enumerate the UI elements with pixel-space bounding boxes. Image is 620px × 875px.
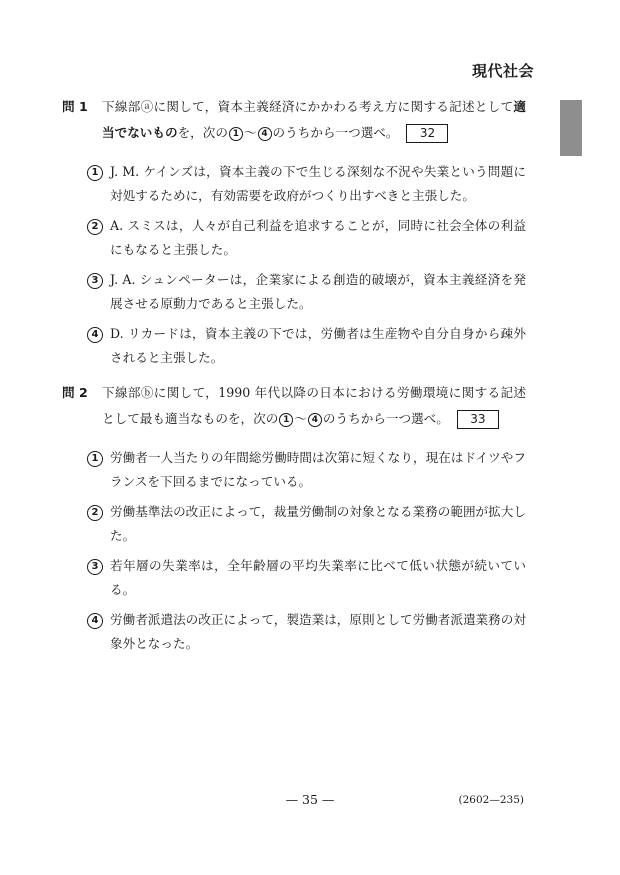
choice-text: J. M. ケインズは，資本主義の下で生じる深刻な不況や失業という問題に対処するために，有効需要を政府がつくり出すべきと主張した。 bbox=[110, 164, 526, 203]
subject-title: 現代社会 bbox=[471, 62, 534, 80]
stem-text: のうちから一つ選べ。 bbox=[272, 125, 399, 140]
section-index-tab bbox=[560, 100, 582, 156]
stem-text: のうちから一つ選べ。 bbox=[322, 411, 449, 426]
choice-item bbox=[86, 608, 526, 656]
question-number: 問 1 bbox=[62, 99, 88, 114]
choice-list bbox=[62, 160, 526, 370]
choice-number-icon: 3 bbox=[87, 273, 103, 289]
choice-text: D. リカードは，資本主義の下では，労働者は生産物や自分自身から疎外されると主張した。 bbox=[110, 326, 526, 365]
stem-text: 下線部ⓐに関して，資本主義経済にかかわる考え方に関する記述として bbox=[102, 99, 514, 114]
choice-number-icon: 1 bbox=[279, 413, 293, 427]
stem-text: を，次の bbox=[177, 125, 228, 140]
choice-item bbox=[86, 500, 526, 548]
choice-text: 労働者派遣法の改正によって，製造業は，原則として労働者派遣業務の対象外となった。 bbox=[110, 612, 526, 651]
choice-text: J. A. シュンペーターは，企業家による創造的破壊が，資本主義経済を発展させる原動力であると主張した。 bbox=[110, 272, 526, 311]
answer-box: 33 bbox=[457, 410, 499, 429]
choice-item bbox=[86, 214, 526, 262]
question-2 bbox=[62, 380, 526, 662]
page-number: — 35 — bbox=[285, 792, 335, 807]
choice-item bbox=[86, 268, 526, 316]
choice-item bbox=[86, 160, 526, 208]
choice-item bbox=[86, 554, 526, 602]
choice-number-icon: 1 bbox=[87, 451, 103, 467]
choice-item bbox=[86, 446, 526, 494]
choice-number-icon: 4 bbox=[258, 127, 272, 141]
question-number: 問 2 bbox=[62, 385, 88, 400]
range-separator: 〜 bbox=[243, 125, 257, 140]
choice-item bbox=[86, 322, 526, 370]
range-separator: 〜 bbox=[294, 411, 307, 426]
question-stem bbox=[102, 94, 526, 146]
answer-box: 32 bbox=[406, 124, 448, 143]
choice-number-icon: 4 bbox=[87, 327, 103, 343]
choice-text: 若年層の失業率は，全年齢層の平均失業率に比べて低い状態が続いている。 bbox=[110, 558, 526, 597]
choice-text: 労働者一人当たりの年間総労働時間は次第に短くなり，現在はドイツやフランスを下回るまでになっている。 bbox=[110, 450, 526, 489]
stem-text: 下線部ⓑに関して，1990 年代以降の日本における労働環境に関する記述として最も適当なものを，次の bbox=[102, 385, 526, 426]
stem-emphasis: 適当でないもの bbox=[102, 99, 526, 140]
choice-text: 労働基準法の改正によって，裁量労働制の対象となる業務の範囲が拡大した。 bbox=[110, 504, 526, 543]
choice-number-icon: 2 bbox=[87, 219, 103, 235]
choice-number-icon: 4 bbox=[308, 413, 322, 427]
question-stem bbox=[102, 380, 526, 432]
choice-number-icon: 1 bbox=[229, 127, 243, 141]
document-code: (2602—235) bbox=[458, 794, 524, 806]
choice-number-icon: 2 bbox=[87, 505, 103, 521]
choice-number-icon: 4 bbox=[87, 613, 103, 629]
choice-number-icon: 1 bbox=[87, 165, 103, 181]
choice-number-icon: 3 bbox=[87, 559, 103, 575]
choice-text: A. スミスは，人々が自己利益を追求することが，同時に社会全体の利益にもなると主張した。 bbox=[110, 218, 526, 257]
question-1 bbox=[62, 94, 526, 376]
choice-list bbox=[62, 446, 526, 656]
